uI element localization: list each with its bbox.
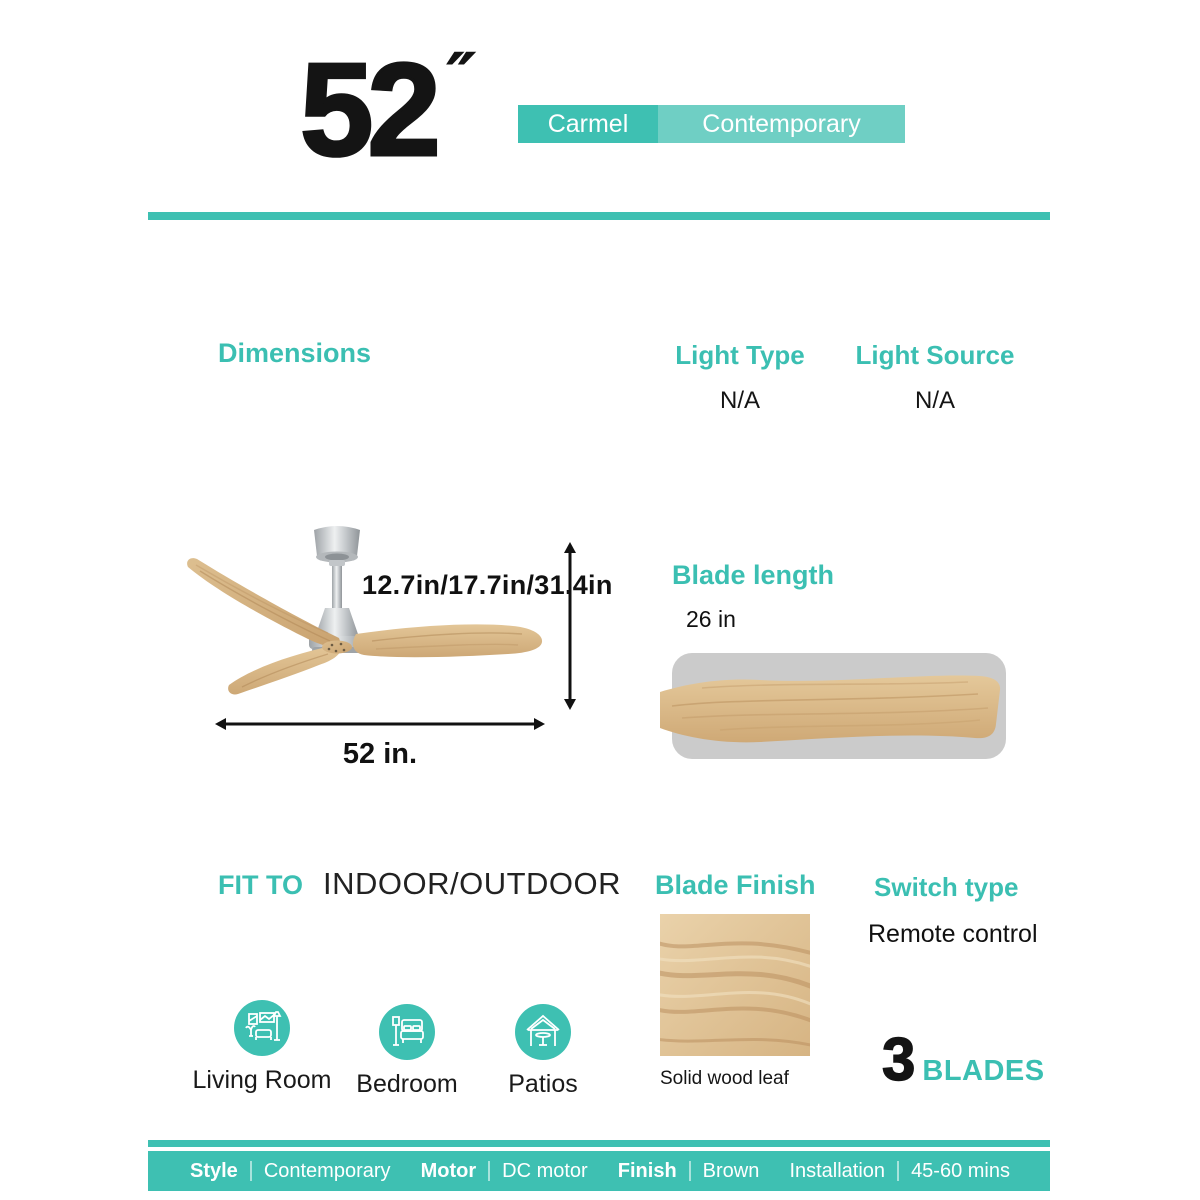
footer-item-motor bbox=[421, 1160, 588, 1183]
location-patios bbox=[468, 1004, 618, 1099]
footer-value: Brown bbox=[702, 1159, 760, 1182]
blades-label: BLADES bbox=[922, 1055, 1045, 1087]
location-living-room bbox=[187, 1000, 337, 1095]
light-type-value: N/A bbox=[719, 387, 760, 414]
fit-to-value: INDOOR/OUTDOOR bbox=[323, 866, 622, 901]
blade-finish-caption: Solid wood leaf bbox=[660, 1068, 789, 1089]
footer-label: Installation bbox=[789, 1159, 886, 1182]
height-dimension-label: 12.7in/17.7in/31.4in bbox=[362, 570, 613, 600]
switch-type-title: Switch type bbox=[874, 872, 1019, 902]
light-type-title: Light Type bbox=[675, 340, 805, 370]
wood-texture-image bbox=[660, 914, 810, 1056]
sweep-dimension-label: 52 in. bbox=[342, 738, 418, 770]
footer-divider bbox=[148, 1140, 1050, 1147]
light-source-value: N/A bbox=[914, 387, 955, 414]
blades-count: 3 bbox=[882, 1026, 916, 1093]
location-label: Patios bbox=[508, 1070, 578, 1098]
style-badge: Contemporary bbox=[658, 105, 905, 143]
footer-label: Style bbox=[190, 1159, 238, 1182]
light-source-block bbox=[840, 340, 1030, 415]
dimensions-title: Dimensions bbox=[218, 338, 372, 368]
footer-value: 45-60 mins bbox=[911, 1159, 1010, 1182]
blade-length-title: Blade length bbox=[672, 560, 835, 590]
location-label: Bedroom bbox=[356, 1070, 458, 1098]
header-divider bbox=[148, 212, 1050, 220]
footer-separator bbox=[897, 1161, 899, 1181]
fit-to-title: FIT TO bbox=[218, 870, 303, 900]
switch-type-value: Remote control bbox=[868, 920, 1038, 948]
light-source-title: Light Source bbox=[855, 340, 1015, 370]
product-badge bbox=[518, 105, 905, 143]
footer-value: DC motor bbox=[502, 1159, 588, 1182]
width-arrow bbox=[215, 715, 545, 733]
blade-image bbox=[660, 650, 1008, 762]
light-type-block bbox=[655, 340, 825, 415]
bedroom-icon bbox=[379, 1004, 435, 1060]
series-badge: Carmel bbox=[518, 105, 658, 143]
footer-item-finish bbox=[618, 1160, 760, 1183]
blades-count-row bbox=[882, 1026, 1045, 1093]
fan-size-heading bbox=[300, 36, 476, 183]
location-bedroom bbox=[332, 1004, 482, 1099]
footer-separator bbox=[689, 1161, 691, 1181]
footer-item-style bbox=[190, 1160, 391, 1183]
footer-separator bbox=[250, 1161, 252, 1181]
size-value: 52 bbox=[300, 36, 435, 183]
fan-image bbox=[160, 515, 580, 730]
footer-item-installation bbox=[789, 1160, 1010, 1183]
location-label: Living Room bbox=[192, 1066, 332, 1094]
inch-mark: ″ bbox=[446, 41, 476, 115]
footer-separator bbox=[488, 1161, 490, 1181]
footer-label: Motor bbox=[420, 1159, 477, 1182]
fit-to-row bbox=[218, 866, 621, 902]
spec-footer-bar bbox=[148, 1151, 1050, 1191]
blade-finish-title: Blade Finish bbox=[655, 870, 816, 900]
height-arrow bbox=[560, 542, 580, 710]
blade-length-value: 26 in bbox=[686, 606, 736, 632]
footer-label: Finish bbox=[617, 1159, 677, 1182]
patio-icon bbox=[515, 1004, 571, 1060]
footer-value: Contemporary bbox=[263, 1159, 391, 1182]
living-room-icon bbox=[234, 1000, 290, 1056]
